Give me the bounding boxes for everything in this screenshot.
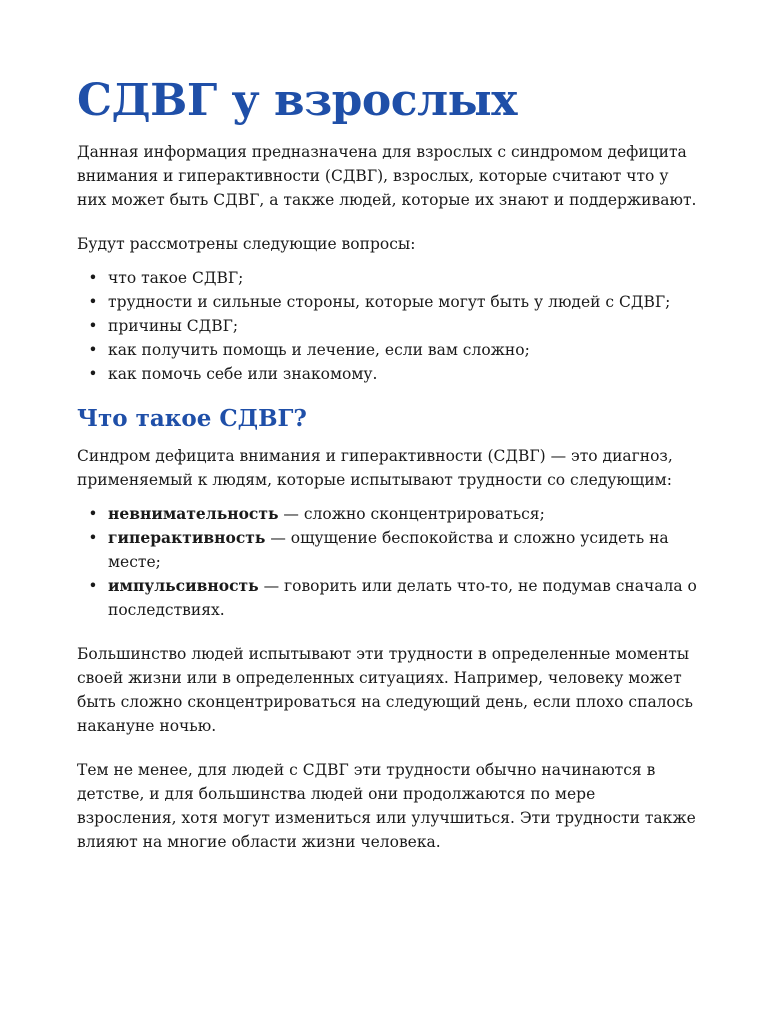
bullet-icon: • xyxy=(88,293,98,311)
topics-lead: Будут рассмотрены следующие вопросы: xyxy=(77,235,416,253)
list-item: • как получить помощь и лечение, если вам сложно; xyxy=(77,338,697,362)
list-item: • как помочь себе или знакомому. xyxy=(77,362,697,386)
term-hyperactivity: гиперактивность xyxy=(108,528,266,547)
body-paragraph-2: Большинство людей испытывают эти трудности в определенные моменты своей жизни или в определенных ситуациях. Например, человеку может быть сложно сконцентрироваться на следующий день, если плохо спалось накануне ночью. xyxy=(77,645,693,735)
list-item: • трудности и сильные стороны, которые могут быть у людей с СДВГ; xyxy=(77,290,697,314)
bullet-icon: • xyxy=(88,577,98,595)
intro-paragraph: Данная информация предназначена для взрослых с синдромом дефицита внимания и гиперактивности (СДВГ), взрослых, которые считают что у них может быть СДВГ, а также людей, которые их знают и поддерживают. xyxy=(77,143,697,209)
bullet-icon: • xyxy=(88,529,98,547)
list-item: • невнимательность — сложно сконцентрироваться; xyxy=(77,502,697,526)
symptoms-list xyxy=(77,502,697,622)
definition-paragraph: Синдром дефицита внимания и гиперактивности (СДВГ) — это диагноз, применяемый к людям, которые испытывают трудности со следующим: xyxy=(77,447,673,489)
list-item: • что такое СДВГ; xyxy=(77,266,697,290)
section-heading-what-is-adhd: Что такое СДВГ? xyxy=(77,405,307,432)
bullet-icon: • xyxy=(88,269,98,287)
list-item: • импульсивность — говорить или делать что-то, не подумав сначала о последствиях. xyxy=(88,576,697,619)
term-impulsivity: импульсивность xyxy=(108,576,259,595)
bullet-icon: • xyxy=(88,317,98,335)
list-item: • причины СДВГ; xyxy=(77,314,697,338)
body-paragraph-3: Тем не менее, для людей с СДВГ эти трудности обычно начинаются в детстве, и для большинства людей они продолжаются по мере взросления, хотя могут измениться или улучшиться. Эти трудности также влияют на многие области жизни человека. xyxy=(77,761,696,851)
term-inattention: невнимательность xyxy=(108,504,279,523)
document-page xyxy=(77,72,697,874)
topics-list xyxy=(77,266,697,386)
list-item: • гиперактивность — ощущение беспокойства и сложно усидеть на месте; xyxy=(88,528,669,571)
page-title: СДВГ у взрослых xyxy=(77,75,517,126)
bullet-icon: • xyxy=(88,341,98,359)
bullet-icon: • xyxy=(88,505,98,523)
bullet-icon: • xyxy=(88,365,98,383)
